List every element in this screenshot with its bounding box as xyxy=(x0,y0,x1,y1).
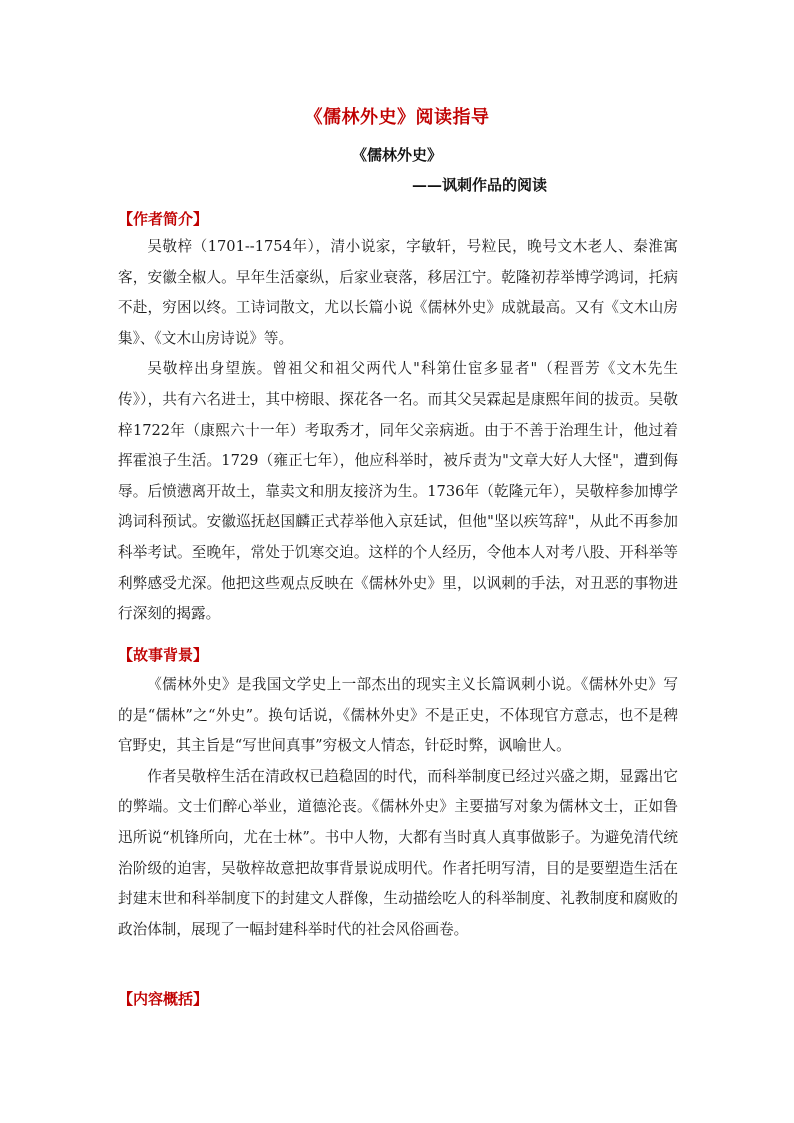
section-heading-background: 【故事背景】 xyxy=(118,646,209,664)
paragraph: 吴敬梓（1701--1754年），清小说家，字敏轩，号粒民，晚号文木老人、秦淮寓客，安徽全椒人。早年生活豪纵，后家业衰落，移居江宁。乾隆初荐举博学鸿词，托病不赴，穷困以终。工诗词散文，尤以长篇小说《儒林外史》成就最高。又有《文木山房集》、《文木山房诗说》等。 xyxy=(118,238,678,347)
section-body-author xyxy=(118,232,678,630)
section-heading-summary: 【内容概括】 xyxy=(118,990,209,1008)
paragraph: 作者吴敬梓生活在清政权已趋稳固的时代，而科举制度已经过兴盛之期，显露出它的弊端。文士们醉心举业，道德沦丧。《儒林外史》主要描写对象为儒林文士，正如鲁迅所说“机锋所向，尤在士林”。书中人物，大都有当时真人真事做影子。为避免清代统治阶级的迫害，吴敬梓故意把故事背景说成明代。作者托明写清，目的是要塑造生活在封建末世和科举制度下的封建文人群像，生动描绘吃人的科举制度、礼教制度和腐败的政治体制，展现了一幅封建科举时代的社会风俗画卷。 xyxy=(118,767,678,938)
document-subtitle: 《儒林外史》 xyxy=(351,146,442,164)
paragraph: 吴敬梓出身望族。曾祖父和祖父两代人"科第仕宦多显者"（程晋芳《文木先生传》），共有六名进士，其中榜眼、探花各一名。而其父吴霖起是康熙年间的拔贡。吴敬梓1722年（康熙六十一年）考取秀才，同年父亲病逝。由于不善于治理生计，他过着挥霍浪子生活。1729（雍正七年），他应科举时，被斥责为"文章大好人大怪"，遭到侮辱。后愤懑离开故土，靠卖文和朋友接济为生。1736年（乾隆元年），吴敬梓参加博学鸿词科预试。安徽巡抚赵国麟正式荐举他入京廷试，但他"坚以疾笃辞"，从此不再参加科举考试。至晚年，常处于饥寒交迫。这样的个人经历，令他本人对考八股、开科举等利弊感受尤深。他把这些观点反映在《儒林外史》里，以讽刺的手法，对丑恶的事物进行深刻的揭露。 xyxy=(118,360,678,623)
document-title: 《儒林外史》阅读指导 xyxy=(304,107,490,128)
section-body-background xyxy=(118,670,678,945)
document-subtitle-2: ——讽刺作品的阅读 xyxy=(412,176,548,194)
section-heading-author: 【作者简介】 xyxy=(118,210,209,228)
paragraph: 《儒林外史》是我国文学史上一部杰出的现实主义长篇讽刺小说。《儒林外史》写的是“儒林”之“外史”。换句话说，《儒林外史》不是正史，不体现官方意志，也不是稗官野史，其主旨是“写世间真事”穷极文人情态，针砭时弊，讽喻世人。 xyxy=(118,676,678,755)
